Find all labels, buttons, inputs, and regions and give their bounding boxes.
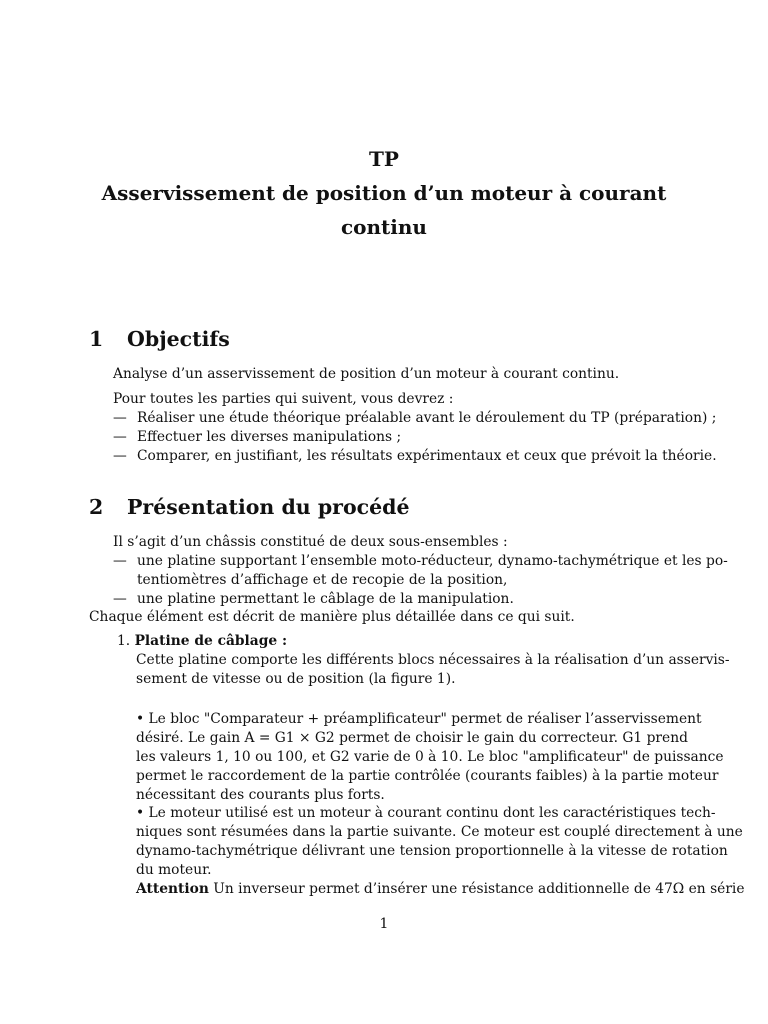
- title-line-2: Asservissement de position d’un moteur à courant: [101, 181, 667, 205]
- enum-title: Platine de câblage :: [134, 633, 288, 649]
- objective-item-1: — Réaliser une étude théorique préalable avant le déroulement du TP (préparation) ;: [113, 410, 717, 426]
- section-2-title: Présentation du procédé: [127, 495, 410, 519]
- bullet-1-line-5: nécessitant des courants plus forts.: [136, 787, 385, 803]
- objective-item-2: — Effectuer les diverses manipulations ;: [113, 429, 402, 445]
- chassis-item-1-line-1: — une platine supportant l’ensemble moto-réducteur, dynamo-tachymétrique et les po-: [113, 553, 728, 569]
- dash-marker: —: [113, 429, 127, 445]
- section-1-lead: Pour toutes les parties qui suivent, vous devrez :: [113, 391, 454, 407]
- bullet-1-line-1: • Le bloc "Comparateur + préamplificateur" permet de réaliser l’asservissement: [136, 711, 702, 727]
- bullet-2-line-3: dynamo-tachymétrique délivrant une tension proportionnelle à la vitesse de rotation: [136, 843, 728, 859]
- attention-text: Un inverseur permet d’insérer une résistance additionnelle de 47Ω en série: [213, 881, 745, 897]
- enum-text-line-1: Cette platine comporte les différents blocs nécessaires à la réalisation d’un asservis-: [136, 652, 730, 668]
- section-2-number: 2: [89, 495, 104, 519]
- section-1-title: Objectifs: [127, 327, 230, 351]
- bullet-1-line-3: les valeurs 1, 10 ou 100, et G2 varie de 0 à 10. Le bloc "amplificateur" de puissance: [136, 749, 724, 765]
- bullet-1-line-2: désiré. Le gain A = G1 × G2 permet de choisir le gain du correcteur. G1 prend: [136, 730, 688, 746]
- title-line-3: continu: [341, 215, 427, 239]
- section-1-heading: [89, 326, 230, 352]
- attention-note: [136, 880, 745, 899]
- dash-marker: —: [113, 410, 127, 426]
- enum-number: 1.: [117, 633, 131, 649]
- bullet-2-line-1: • Le moteur utilisé est un moteur à courant continu dont les caractéristiques tech-: [136, 805, 716, 821]
- dash-marker: —: [113, 553, 127, 569]
- page-number: 1: [379, 916, 389, 932]
- enum-item-1-heading: [117, 632, 287, 651]
- section-2-summary: Chaque élément est décrit de manière plus détaillée dans ce qui suit.: [89, 609, 575, 625]
- bullet-1-line-4: permet le raccordement de la partie contrôlée (courants faibles) à la partie moteur: [136, 768, 719, 784]
- bullet-2-line-4: du moteur.: [136, 862, 212, 878]
- section-2-heading: [89, 494, 410, 520]
- dash-marker: —: [113, 591, 127, 607]
- objective-item-3: — Comparer, en justifiant, les résultats expérimentaux et ceux que prévoit la théorie.: [113, 448, 717, 464]
- title-line-1: TP: [369, 147, 399, 171]
- dash-marker: —: [113, 448, 127, 464]
- enum-text-line-2: sement de vitesse ou de position (la figure 1).: [136, 671, 456, 687]
- section-1-number: 1: [89, 327, 104, 351]
- attention-label: Attention: [136, 881, 209, 897]
- chassis-item-1-line-2: tentiomètres d’affichage et de recopie de la position,: [137, 572, 508, 588]
- section-1-intro: Analyse d’un asservissement de position d’un moteur à courant continu.: [113, 366, 620, 382]
- chassis-item-2: — une platine permettant le câblage de la manipulation.: [113, 591, 514, 607]
- section-2-intro: Il s’agit d’un châssis constitué de deux sous-ensembles :: [113, 534, 508, 550]
- bullet-2-line-2: niques sont résumées dans la partie suivante. Ce moteur est couplé directement à une: [136, 824, 743, 840]
